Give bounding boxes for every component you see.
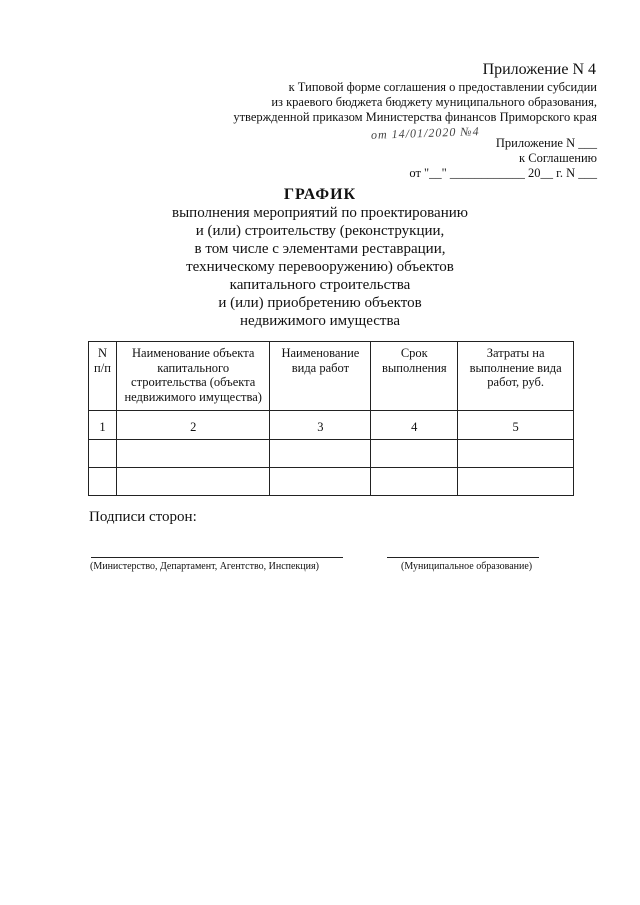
column-number-cell: 2 bbox=[116, 411, 270, 440]
agreement-line: от "__" ____________ 20__ г. N ___ bbox=[409, 166, 597, 180]
table-cell[interactable] bbox=[116, 440, 270, 468]
subtitle-line: и (или) приобретению объектов bbox=[218, 295, 422, 311]
document-subtitle bbox=[150, 204, 490, 330]
column-header-object: Наименование объекта капитального строительства (объекта недвижимого имущества) bbox=[116, 342, 270, 411]
column-header-deadline: Срок выполнения bbox=[371, 342, 458, 411]
table-cell[interactable] bbox=[371, 468, 458, 496]
signatures-title: Подписи сторон: bbox=[89, 509, 197, 525]
table-cell[interactable] bbox=[89, 440, 117, 468]
table-cell[interactable] bbox=[270, 468, 371, 496]
signature-caption-left: (Министерство, Департамент, Агентство, Инспекция) bbox=[90, 561, 319, 572]
agreement-line: к Соглашению bbox=[519, 151, 597, 165]
table-row bbox=[89, 440, 574, 468]
column-header-number: N п/п bbox=[89, 342, 117, 411]
table-row bbox=[89, 468, 574, 496]
appendix-title: Приложение N 4 bbox=[482, 61, 596, 78]
appendix-line: из краевого бюджета бюджету муниципального образования, bbox=[271, 95, 597, 109]
agreement-reference bbox=[409, 136, 597, 181]
appendix-line: утвержденной приказом Министерства финансов Приморского края bbox=[233, 110, 597, 124]
subtitle-line: и (или) строительству (реконструкции, bbox=[195, 223, 445, 239]
document-title: ГРАФИК bbox=[283, 186, 357, 203]
handwritten-note: от 14/01/2020 №4 bbox=[370, 124, 480, 142]
table-header-row bbox=[89, 342, 574, 411]
subtitle-line: выполнения мероприятий по проектированию bbox=[172, 205, 468, 221]
table-cell[interactable] bbox=[458, 468, 574, 496]
table-cell[interactable] bbox=[458, 440, 574, 468]
column-number-cell: 4 bbox=[371, 411, 458, 440]
subtitle-line: техническому перевооружению) объектов bbox=[186, 259, 454, 275]
table-cell[interactable] bbox=[116, 468, 270, 496]
column-header-costs: Затраты на выполнение вида работ, руб. bbox=[458, 342, 574, 411]
column-number-cell: 3 bbox=[270, 411, 371, 440]
column-header-work-type: Наименование вида работ bbox=[270, 342, 371, 411]
agreement-line: Приложение N ___ bbox=[495, 136, 597, 150]
column-number-cell: 5 bbox=[458, 411, 574, 440]
appendix-line: к Типовой форме соглашения о предоставлении субсидии bbox=[288, 80, 597, 94]
signature-line-right[interactable] bbox=[387, 557, 539, 558]
table-cell[interactable] bbox=[89, 468, 117, 496]
signature-caption-right: (Муниципальное образование) bbox=[401, 561, 533, 572]
table-cell[interactable] bbox=[371, 440, 458, 468]
table-numbering-row bbox=[89, 411, 574, 440]
schedule-table bbox=[88, 341, 574, 496]
signature-line-left[interactable] bbox=[91, 557, 343, 558]
appendix-reference bbox=[233, 80, 597, 125]
subtitle-line: недвижимого имущества bbox=[240, 313, 400, 329]
subtitle-line: капитального строительства bbox=[229, 277, 411, 293]
subtitle-line: в том числе с элементами реставрации, bbox=[194, 241, 446, 257]
column-number-cell: 1 bbox=[89, 411, 117, 440]
table-cell[interactable] bbox=[270, 440, 371, 468]
